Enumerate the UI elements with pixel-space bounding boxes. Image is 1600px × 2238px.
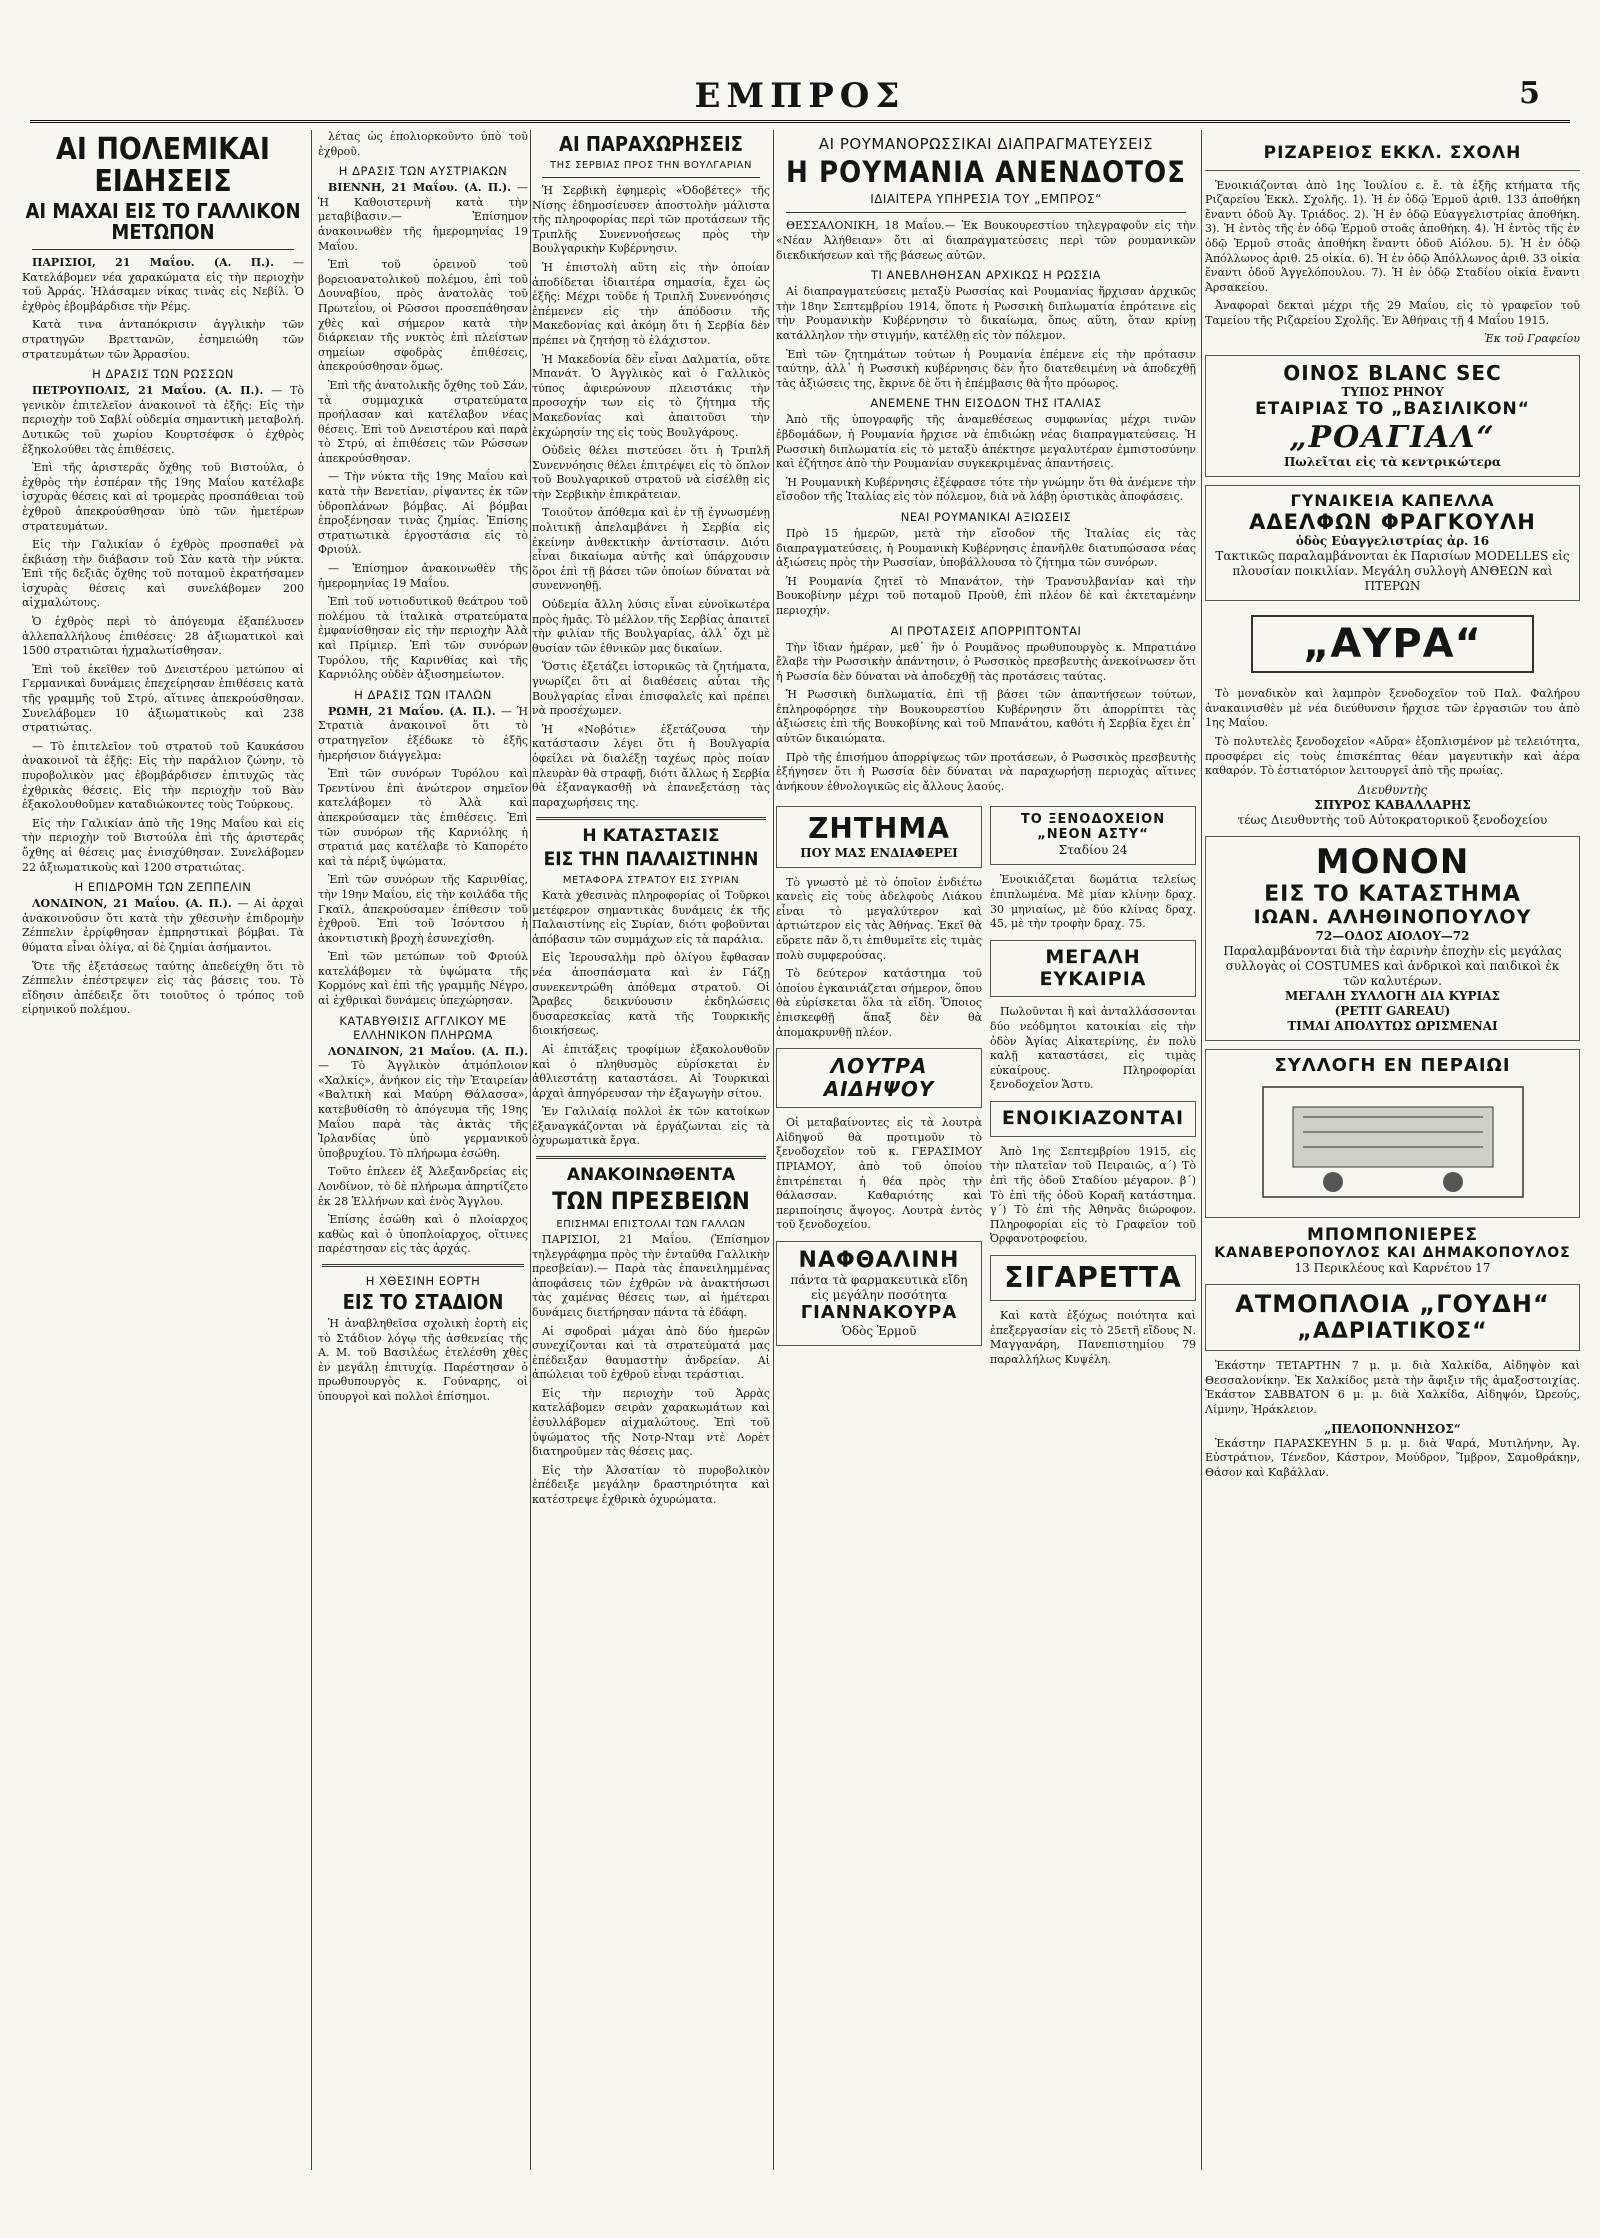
masthead — [30, 76, 1570, 124]
ad-title: ΖΗΤΗΜΑ — [808, 812, 950, 846]
article-text: Ἐπὶ τοῦ νοτιοδυτικοῦ θεάτρου τοῦ πολέμου τὰ ἰταλικὰ στρατεύματα ἐμφανίσθησαν εἰς τὴν περιοχὴν Ἀλὰ καὶ Πρίμιερ. Ἐπὶ τῶν συνόρων Τυρόλου, τῆς Καρινθίας καὶ τῆς Καρνιόλης οὐδὲν ἀξιοσημείωτον. — [318, 595, 528, 682]
ad-atmoploia-goudi — [1205, 1284, 1580, 1351]
ad-subtitle: ΤΥΠΟΣ ΡΗΝΟΥ — [1341, 385, 1444, 400]
article-text: Ὅτε τῆς ἐξετάσεως ταύτης ἀπεδείχθη ὅτι τὸ Ζέππελιν ἐπέστρεψεν εἰς τὰς βάσεις του. Τὸ εἴδησιν ἀπέδειξε ὅτι τοιοῦτος ὁ τρόπος τοῦ εἰρηνικοῦ πολέμου. — [22, 959, 304, 1017]
article-text: Τοῦτο ἐπλεεν ἐξ Ἀλεξανδρείας εἰς Λονδίνον, τὸ δὲ πλήρωμα ἀπηρτίζετο ἐκ 28 Ἑλλήνων καὶ ἑνὸς Ἄγγλου. — [318, 1165, 528, 1208]
article-text: Ἡ ἀναβληθεῖσα σχολικὴ ἑορτὴ εἰς τὸ Στάδιον λόγῳ τῆς ἀσθενείας τῆς Α. Μ. τοῦ Βασιλέως ἐτελέσθη χθὲς ἐν μεγάλῃ ἐπιτυχίᾳ. Παρέστησαν ὁ πρωθυπουργὸς κ. Γούναρης, οἱ ὑπουργοὶ καὶ πολλοὶ ἐπίσημοι. — [318, 1316, 528, 1403]
section-heading: ΑΙ ΡΟΥΜΑΝΟΡΩΣΣΙΚΑΙ ΔΙΑΠΡΑΓΜΑΤΕΥΣΕΙΣ — [818, 135, 1154, 153]
ad-subtitle: ΠΟΥ ΜΑΣ ΕΝΔΙΑΦΕΡΕΙ — [800, 845, 958, 860]
ad-title: ΟΙΝΟΣ BLANC SEC — [1283, 361, 1502, 386]
ad-oinos-blanc-sec — [1205, 355, 1580, 477]
article-text: λέτας ὡς ἐπολιορκοῦντο ὑπὸ τοῦ ἐχθροῦ. — [318, 130, 528, 158]
article-text: Πρὸ 15 ἡμερῶν, μετὰ τὴν εἴσοδον τῆς Ἰταλίας εἰς τὰς διαπραγματεύσεις, ἡ Ρουμανικὴ Κυβέρνησις ἐπανῆλθε διατυπώσασα νέας ἀξιώσεις πρὸς τὴν Ρωσσίαν, ὑποβάλλουσα τὸ ζήτημα τῶν συνόρων. — [776, 526, 1196, 570]
ad-address: ὁδὸς Εὐαγγελιστρίας ἀρ. 16 — [1295, 534, 1490, 549]
section-heading: ΚΑΤΑΒΥΘΙΣΙΣ ΑΓΓΛΙΚΟΥ ΜΕ ΕΛΛΗΝΙΚΟΝ ΠΛΗΡΩΜΑ — [339, 1013, 507, 1042]
ad-line: (PETIT GAREAU) — [1334, 1003, 1451, 1018]
ad-bomboniere-illustrated — [1205, 1049, 1580, 1218]
article-text: Ἐπὶ τῆς ἀριστερᾶς ὄχθης τοῦ Βιστούλα, ὁ ἐχθρὸς τὴν ἐσπέραν τῆς 19ης Μαΐου κατέλαβε ἰσχυρὰς θέσεις καὶ αἱ τρομερὰς προσπάθειαι τοῦ ἐχθροῦ ἀπεκρούσθησαν ὑπὸ τῶν ἡμετέρων στρατευμάτων. — [22, 461, 304, 533]
section-heading: Η ΔΡΑΣΙΣ ΤΩΝ ΡΩΣΣΩΝ — [92, 367, 234, 382]
ad-company: ΚΑΝΑΒΕΡΟΠΟΥΛΟΣ ΚΑΙ ΔΗΜΑΚΟΠΟΥΛΟΣ — [1214, 1245, 1571, 1262]
ad-subtitle: ΕΙΣ ΤΟ ΚΑΤΑΣΤΗΜΑ — [1264, 881, 1521, 907]
article-text: Ὁ ἐχθρὸς περὶ τὸ ἀπόγευμα ἐξαπέλυσεν ἀλλεπαλλήλους ἐπιθέσεις· 28 ἀξιωματικοὶ καὶ 1500 στρατιῶται ἠχμαλωτίσθησαν. — [22, 615, 304, 658]
headline-palestine: ΕΙΣ ΤΗΝ ΠΑΛΑΙΣΤΙΝΗΝ — [543, 848, 759, 871]
ad-company: ΕΤΑΙΡΙΑΣ ΤΟ „ΒΑΣΙΛΙΚΟΝ“ — [1255, 399, 1530, 420]
ad-address: Σταδίου 24 — [1058, 843, 1128, 858]
ad-text: Ἀναφοραὶ δεκταὶ μέχρι τῆς 29 Μαΐου, εἰς τὸ γραφεῖον τοῦ Ταμείου τῆς Ριζαρείου Σχολῆς. Ἐν Ἀθήναις τῇ 4 Μαΐου 1915. — [1205, 299, 1580, 327]
ads-left — [776, 798, 982, 1371]
column-divider — [311, 130, 312, 2170]
divider — [786, 212, 1186, 213]
ads-row — [776, 798, 1196, 1371]
article-text: Ἡ Ρουμανικὴ Κυβέρνησις ἐξέφρασε τότε τὴν γνώμην ὅτι θὰ ἀνέμενε τὴν εἴσοδον τῆς Ἰταλίας εἰς τὸν πόλεμον, διὰ νὰ λάβῃ ὁριστικὰς ἀποφάσεις. — [776, 475, 1196, 504]
article-text: Ὅστις ἐξετάζει ἱστορικῶς τὰ ζητήματα, γνωρίζει ὅτι αἱ διαθέσεις αὗται τῆς Βουλγαρίας εἶναι ἐπισφαλεῖς καὶ πρέπει νὰ προσέχωμεν. — [532, 660, 770, 718]
section-heading: ΑΝΑΚΟΙΝΩΘΕΝΤΑ — [566, 1165, 736, 1186]
ad-text: Καὶ κατὰ ἐξόχως ποιότητα καὶ ἐπεξεργασίαν εἰς τὸ 25ετῆ εἴδους Ν. Μαγγανάρη, Πανεπιστημίου 79 παραλλήλως Κυψέλη. — [990, 1309, 1196, 1366]
divider — [536, 817, 766, 820]
article-text: ΡΩΜΗ, 21 Μαΐου. (Α. Π.). — Ἡ Στρατιὰ ἀνακοινοῖ ὅτι τὸ στρατηγεῖον ἐξέδωκε τὸ ἑξῆς ἡμερήσιον διάγγελμα: — [318, 704, 528, 762]
column-war-news — [22, 130, 304, 2170]
section-heading: Η ΕΠΙΔΡΟΜΗ ΤΩΝ ΖΕΠΠΕΛΙΝ — [74, 880, 252, 895]
article-text: Ἐν Γαλιλαίᾳ πολλοὶ ἐκ τῶν κατοίκων ἐξαναγκάζονται νὰ ἐργάζωνται εἰς τὰ ὀχυρωματικὰ ἔργα. — [532, 1105, 770, 1148]
ad-megali-eukairia — [990, 940, 1196, 998]
ad-text: Τὸ γνωστὸ μὲ τὸ ὁποῖον ἐνδιέτω κανεὶς εἰς τοὺς ἀδελφοὺς Λιάκου εἶναι τὸ μεγαλύτερον καὶ ἀρτιώτερον εἰς τὰς Ἀθήνας. Ἐκεῖ θὰ εὕρετε πᾶν ὅ,τι ἐπιθυμεῖτε εἰς τιμὰς πολὺ συμφερούσας. — [776, 875, 982, 962]
article-text: ΘΕΣΣΑΛΟΝΙΚΗ, 18 Μαΐου.— Ἐκ Βουκουρεστίου τηλεγραφοῦν εἰς τὴν «Νέαν Ἀλήθειαν» ὅτι αἱ διαπραγματεύσεις περὶ τῶν ρουμανικῶν διεκδικήσεων καὶ τῆς βάσεως αὐτῶν. — [776, 219, 1196, 262]
article-text: Οὐδεμία ἄλλη λύσις εἶναι εὐνοϊκωτέρα πρὸς ἡμᾶς. Τὸ μέλλον τῆς Σερβίας ἀπαιτεῖ τὴν φιλίαν τῆς Βουλγαρίας, ἀλλ᾽ ὄχι μὲ θυσίαν τῶν ἐθνικῶν μας δικαίων. — [532, 598, 770, 655]
ad-monon — [1205, 836, 1580, 1041]
article-text: Ἐπὶ τῶν συνόρων τῆς Καρινθίας, τὴν 19ην Μαΐου, εἰς τὴν κοιλάδα τῆς Γκαϊλ, ἀπεκρούσαμεν ἐπίθεσιν τοῦ ἐχθροῦ. Ἐπὶ τοῦ Ἰσόντσου ἡ ἀκοντιστικὴ βροχὴ ἐσυνεχίσθη. — [318, 873, 528, 945]
ad-title: ΛΟΥΤΡΑ ΑΙΔΗΨΟΥ — [823, 1054, 935, 1102]
article-text: Αἱ διαπραγματεύσεις μεταξὺ Ρωσσίας καὶ Ρουμανίας ἤρχισαν ἀρχικῶς τὴν 18ην Σεπτεμβρίου 1914, ὅποτε ἡ Ρωσσικὴ διπλωματία ἐπρότεινε εἰς τὴν Ρουμανικὴν Κυβέρνησιν τὸ δικαίωμα, ὅπως αὕτη, ὅταν κρίνῃ κατάλληλον τὴν στιγμήν, κατέλθῃ εἰς τὸν πόλεμον. — [776, 285, 1196, 342]
article-text: Αἱ ἐπιτάξεις τροφίμων ἐξακολουθοῦν καὶ ὁ πληθυσμὸς εὑρίσκεται ἐν ἀθλιεστάτῃ καταστάσει. Αἱ Τουρκικαὶ ἀρχαὶ ἀπηγόρευσαν τὴν ἐξαγωγὴν σίτου. — [532, 1042, 770, 1100]
article-text: Οὐδεὶς θέλει πιστεύσει ὅτι ἡ Τριπλῆ Συνεννόησις θέλει ἐπιτρέψει εἰς τὸ ὅπλον τοῦ Βουλγαρικοῦ στρατοῦ νὰ εἰσέλθῃ εἰς τὴν Σερβικὴν ἐπικράτειαν. — [532, 444, 770, 501]
ad-zitima — [776, 806, 982, 867]
article-text: Ἡ «Νοβότιε» ἐξετάζουσα τὴν κατάστασιν λέγει ὅτι ἡ Βουλγαρία ὀφείλει νὰ διαλέξῃ ταχέως πρὸς ποίαν πλευρὰν θὰ στραφῇ, διότι ἄλλως ἡ Σερβία θὰ ἐξαναγκασθῇ νὰ ἐπανεξετάσῃ τὰς παραχωρήσεις της. — [532, 722, 770, 809]
ad-text: Ἀπὸ 1ης Σεπτεμβρίου 1915, εἰς τὴν πλατεῖαν τοῦ Πειραιῶς, α΄) Τὸ ἐπὶ τῆς ὁδοῦ Σταδίου μέγαρον. β΄) Τὸ ἐπὶ τῆς ὁδοῦ Κοραῆ κατάστημα. γ΄) Τὸ ἐπὶ τῆς Ἀθηνᾶς διώροφον. Πληροφορίαι εἰς τὸ Γραφεῖον τοῦ Ὀρφανοτροφείου. — [990, 1144, 1196, 1246]
ad-text: Πωλοῦνται ἢ καὶ ἀνταλλάσσονται δύο νεόδμητοι κατοικίαι εἰς τὴν ὁδὸν Ἀγίας Αἰκατερίνης, ἐν πολὺ καλῇ καταστάσει, εἰς τιμὰς εὐκαίρους. Πληροφορίαι ξενοδοχεῖον Ἄστυ. — [990, 1005, 1196, 1092]
ad-loutra — [776, 1048, 982, 1108]
article-text: Ἡ Ρουμανία ζητεῖ τὸ Μπανάτον, τὴν Τρανσυλβανίαν καὶ τὴν Βουκοβίνην μέχρι τοῦ ποταμοῦ Προὺθ, ἐπὶ πλέον δὲ καὶ ἐκτεταμένην περιοχήν. — [776, 574, 1196, 617]
article-text: — Τὸ ἐπιτελεῖον τοῦ στρατοῦ τοῦ Καυκάσου ἀνακοινοῖ τὰ ἑξῆς: Εἰς τὴν παράλιον ζώνην, τὸ πυροβολικὸν μας ἐβομβάρδισεν ἐπιτυχῶς τὰς ἐχθρικὰς θέσεις. Εἰς τὴν περιοχὴν τοῦ Βὰν ἐξακολουθοῦμεν καταδιώκοντες τοὺς Τούρκους. — [22, 739, 304, 812]
service-line: ΙΔΙΑΙΤΕΡΑ ΥΠΗΡΕΣΙΑ ΤΟΥ „ΕΜΠΡΟΣ“ — [870, 192, 1102, 207]
article-text: ΒΙΕΝΝΗ, 21 Μαΐου. (Α. Π.). — Ἡ Καθοιστερινὴ κατὰ τὴν μεταβίβασιν.— Ἐπίσημον ἀνακοινωθὲν τῆς ἡμερομηνίας 19 Μαΐου. — [318, 181, 528, 253]
ad-text: Πωλεῖται εἰς τὰ κεντρικώτερα — [1283, 454, 1502, 469]
article-text: Ἐπὶ τῶν μετώπων τοῦ Φριούλ κατελάβομεν τὰ ὑψώματα τῆς Κορμόνς καὶ ἐπὶ τῆς γραμμῆς Νέγρο, αἱ ἐχθρικαὶ δυνάμεις ὑπεχώρησαν. — [318, 950, 528, 1008]
headline-stadium: ΕΙΣ ΤΟ ΣΤΑΔΙΟΝ — [342, 1289, 504, 1314]
section-heading: ΑΝΕΜΕΝΕ ΤΗΝ ΕΙΣΟΔΟΝ ΤΗΣ ΙΤΑΛΙΑΣ — [870, 396, 1102, 411]
ad-subtitle: „ΑΔΡΙΑΤΙΚΟΣ“ — [1297, 1318, 1488, 1344]
article-text: Ἀπὸ τῆς ὑπογραφῆς τῆς ἀναμεθέσεως συμφωνίας μέχρι τινῶν ἑβδομάδων, ἡ Ρουμανία ἤρχισε νὰ ἐπιδιώκῃ νέας διαπραγματεύσεις. Ἡ Ρωσσικὴ διπλωματία εἰς τὸ μεταξὺ ἀπέκτησε μεγαλυτέραν ἐμπιστοσύνην καὶ ἐζήτησε ἀπὸ τὴν Ρουμανίαν συγκεκριμένας ἀπαντήσεις. — [776, 413, 1196, 471]
article-text: Τοιοῦτον ἀπόθεμα καὶ ἐν τῇ ἐγνωσμένῃ πολιτικῇ ἀπελαμβάνει ἡ Σερβία εἰς ἐκείνην ἀνθεκτικὴν ἀντίστασιν. Διότι εἶναι δικαίωμα αὐτῆς καὶ ὑπάρχουσιν ὅροι ἐπὶ τῇ βάσει τῶν ὁποίων δύναται νὰ συνεννοηθῇ. — [532, 506, 770, 593]
ad-prices: ΤΙΜΑΙ ΑΠΟΛΥΤΩΣ ΩΡΙΣΜΕΝΑΙ — [1287, 1018, 1498, 1033]
page-number: 5 — [1519, 76, 1540, 111]
article-text: Κατὰ χθεσινὰς πληροφορίας οἱ Τοῦρκοι μετέφερον σημαντικὰς δυνάμεις ἐκ τῆς Παλαιστίνης εἰς Συρίαν, διότι φοβοῦνται ἀπόβασιν τῶν συμμάχων εἰς τὰ παράλια. — [532, 888, 770, 946]
article-text: Ἐπὶ τῆς ἀνατολικῆς ὄχθης τοῦ Σάν, τὰ συμμαχικὰ στρατεύματα προήλασαν καὶ κατέλαβον νέας θέσεις. Ἐπὶ τοῦ Δνειστέρου καὶ παρὰ τὸ Στρύ, αἱ ἐπιθέσεις τῶν Ρώσσων ἀπεκρούσθησαν. — [318, 378, 528, 465]
ad-title: ΜΟΝΟΝ — [1315, 841, 1470, 882]
headline-embassies: ΤΩΝ ΠΡΕΣΒΕΙΩΝ — [552, 1186, 750, 1215]
article-text: Ἡ Ρωσσικὴ διπλωματία, ἐπὶ τῇ βάσει τῶν ἀπαντήσεων τούτων, ἐπληροφόρησε τὴν Βουκουρεστίου Κυβέρνησιν ὅτι ἀπορρίπτει τὰς ἀξιώσεις ἐπὶ τῆς Βουκοβίνης καὶ τοῦ Μπανάτου, καθότι ἡ Σερβία ἔχει ἐπ᾽ αὐτῶν δικαιώματα. — [776, 688, 1196, 746]
section-heading: Η ΚΑΤΑΣΤΑΣΙΣ — [582, 826, 720, 847]
ad-text: Παραλαμβάνονται διὰ τὴν ἐαρινὴν ἐποχὴν εἰς μεγάλας συλλογὰς οἱ COSTUMES καὶ ἀνδρικοὶ καὶ παιδικοὶ ἐκ τῶν καλυτέρων. — [1223, 943, 1562, 988]
ad-director-name: ΣΠΥΡΟΣ ΚΑΒΑΛΛΑΡΗΣ — [1314, 797, 1471, 812]
column-austrian-italian — [318, 130, 528, 2170]
ad-title: „ΑΥΡΑ“ — [1251, 615, 1534, 673]
subheadline-serbia: ΤΗΣ ΣΕΡΒΙΑΣ ΠΡΟΣ ΤΗΝ ΒΟΥΛΓΑΡΙΑΝ — [549, 160, 753, 171]
column-divider — [1201, 130, 1202, 2170]
section-heading: ΤΙ ΑΝΕΒΛΗΘΗΣΑΝ ΑΡΧΙΚΩΣ Η ΡΩΣΣΙΑ — [871, 268, 1101, 283]
ad-address: Ὁδὸς Ἑρμοῦ — [841, 1323, 917, 1338]
article-text: — Ἐπίσημον ἀνακοινωθὲν τῆς ἡμερομηνίας 19 Μαΐου. — [318, 562, 528, 590]
article-text: ΠΑΡΙΣΙΟΙ, 21 Μαΐου. (Ἐπίσημον τηλεγράφημα πρὸς τὴν ἐνταῦθα Γαλλικὴν πρεσβείαν).— Παρὰ τὰς ἐπανειλημμένας ἀποφάσεις τῶν ἐχθρῶν νὰ ἀνακτήσωσι τὰς χαμένας θέσεις των, αἱ ἡμέτεραι δυνάμεις διετήρησαν πάντα τὰ ἐδάφη. — [532, 1232, 770, 1319]
ad-line: ΜΕΓΑΛΗ ΣΥΛΛΟΓΗ ΔΙΑ ΚΥΡΙΑΣ — [1284, 988, 1501, 1003]
article-text: Ἐπὶ τοῦ ἐκεῖθεν τοῦ Δνειστέρου μετώπου αἱ Γερμανικαὶ δυνάμεις ἐπεχείρησαν ἐπιθέσεις κατὰ τῆς γραμμῆς τοῦ Στρύ, αἵτινες ἀπεκρούσθησαν. Συνελάβομεν 10 ἀξιωματικοὺς καὶ 238 στρατιώτας. — [22, 662, 304, 735]
section-heading: Η ΔΡΑΣΙΣ ΤΩΝ ΙΤΑΛΩΝ — [354, 687, 492, 702]
ad-text: Οἱ μεταβαίνοντες εἰς τὰ λουτρὰ Αἰδηψοῦ θὰ προτιμοῦν τὸ ξενοδοχεῖον τοῦ κ. ΓΕΡΑΣΙΜΟΥ ΠΡΙΑΜΟΥ, ἀπὸ τοῦ ὁποίου ἐπιτρέπεται ἡ θέα πρὸς τὴν θάλασσαν. Καθαριότης καὶ περιποίησις ἄψογος. Λουτρὰ ἐντὸς τοῦ ξενοδοχείου. — [776, 1116, 982, 1232]
article-text: Τὴν ἴδιαν ἡμέραν, μεθ᾽ ἣν ὁ Ρουμᾶνος πρωθυπουργὸς κ. Μπρατιάνο ἔλαβε τὴν Ρωσσικὴν ἀπάντησιν, ὁ Ρωσσικὸς πρεσβευτὴς ἀνεκοίνωσεν ὅτι ἡ Ρωσσία δὲν δύναται νὰ ἀποδεχθῇ τὰς προτάσεις ταύτας. — [776, 640, 1196, 683]
ad-title: ΤΟ ΞΕΝΟΔΟΧΕΙΟΝ „ΝΕΟΝ ΑΣΤΥ“ — [1020, 812, 1166, 843]
ad-brand: „ΡΟΑΓΙΑΛ“ — [1289, 419, 1496, 455]
section-heading: Η ΔΡΑΣΙΣ ΤΩΝ ΑΥΣΤΡΙΑΚΩΝ — [338, 164, 508, 179]
column-divider — [530, 130, 531, 2170]
article-text: — Τὴν νύκτα τῆς 19ης Μαΐου καὶ κατὰ τὴν Βενετίαν, ρίψαντες ἐκ τῶν ὑδροπλάνων βόμβας. Αἱ βόμβαι ἐπροξένησαν τινὰς ζημίας. Ἐπίσης στρατιωτικὰ ἐργοστάσια εἰς τὸ Φριούλ. — [318, 470, 528, 557]
article-text: ΛΟΝΔΙΝΟΝ, 21 Μαΐου. (Α. Π.). — Αἱ ἀρχαὶ ἀνακοινοῦσιν ὅτι κατὰ τὴν χθεσινὴν ἐπιδρομὴν Ζέππελιν ἐρρίφθησαν ἐμπρηστικαὶ βόμβαι. Τὰ θύματα εἶναι ὀλίγα, αἱ δὲ ζημίαι ἀσήμαντοι. — [22, 897, 304, 954]
divider — [542, 177, 760, 178]
ad-title: ΓΥΝΑΙΚΕΙΑ ΚΑΠΕΛΛΑ — [1290, 490, 1495, 510]
column-divider — [773, 130, 774, 2170]
article-text: ΛΟΝΔΙΝΟΝ, 21 Μαΐου. (Α. Π.). — Τὸ Ἀγγλικὸν ἀτμόπλοιον «Χαλκίς», ἀνήκον εἰς τὴν Ἑταιρείαν «Βαλτικὴ καὶ Μαύρη Θάλασσα», κατεβυθίσθη τὸ ἀπόγευμα τῆς 19ης Μαΐου παρὰ τὰς ἀκτὰς τῆς Ἰρλανδίας ὑπὸ γερμανικοῦ ὑποβρυχίου. Τὸ πλήρωμα ἐσώθη. — [318, 1044, 528, 1160]
bomboniere-illustration-icon — [1233, 1077, 1553, 1207]
article-text: Κατὰ τινα ἀνταπόκρισιν ἀγγλικὴν τῶν στρατηγῶν Βρεττανῶν, ἐσημειώθη τῶν στρατευμάτων τῶν Ἀρρασίου. — [22, 318, 304, 361]
headline-concessions: ΑΙ ΠΑΡΑΧΩΡΗΣΕΙΣ — [559, 132, 743, 156]
masthead-title: ΕΜΠΡΟΣ — [694, 76, 906, 116]
ad-ship-name: „ΠΕΛΟΠΟΝΝΗΣΟΣ“ — [1324, 1421, 1461, 1436]
ad-neon-asty — [990, 806, 1196, 865]
article-text: Ἡ Μακεδονία δὲν εἶναι Δαλματία, οὔτε Μπανάτ. Ὁ Ἀγγλικὸς καὶ ὁ Γαλλικὸς τύπος ἀφιερώνουν πλειστάκις τὴν προσοχήν των εἰς τὸ ζήτημα τῆς Μακεδονίας καὶ ἀπαιτοῦσι τὴν ἐκχώρησίν της εἰς τοὺς Βουλγάρους. — [532, 352, 770, 439]
ad-title: ΑΤΜΟΠΛΟΙΑ „ΓΟΥΔΗ“ — [1235, 1290, 1550, 1319]
subheadline-french: ΕΠΙΣΗΜΑΙ ΕΠΙΣΤΟΛΑΙ ΤΩΝ ΓΑΛΛΩΝ — [556, 1218, 746, 1230]
ad-address: 13 Περικλέους καὶ Καρνέτου 17 — [1294, 1261, 1491, 1276]
ad-name: ΑΔΕΛΦΩΝ ΦΡΑΓΚΟΥΛΗ — [1249, 510, 1536, 535]
article-text: Εἰς τὴν Γαλικίαν ὁ ἐχθρὸς προσπαθεῖ νὰ ἐκβιάσῃ τὴν διάβασιν τοῦ Σὰν κατὰ τὴν νύκτα. Ἐπὶ τῆς δεξιᾶς ὄχθης τοῦ ποταμοῦ ἐκρατήσαμεν ἰσχυρὰς θέσεις καὶ συνελάβομεν 200 αἰχμαλώτους. — [22, 538, 304, 610]
divider — [322, 1264, 524, 1267]
article-text: Ἐπὶ τῶν συνόρων Τυρόλου καὶ Τρεντίνου ἐπὶ ἀνώτερον σημεῖον κατελάβομεν τὸ Ἀλὰ καὶ ἀπεκρούσαμεν τὰς ἐπιθέσεις. Ἐπὶ τῶν συνόρων τῆς Καρνιόλης ἡ στρατιά μας κατέλαβε τὸ Καπορέτο καὶ τὰ πέριξ ὑψώματα. — [318, 767, 528, 868]
ad-avra — [1205, 609, 1580, 679]
article-text: Αἱ σφοδραὶ μάχαι ἀπὸ δύο ἡμερῶν συνεχίζονται καὶ τὰ στρατεύματά μας ἐπέδειξαν θαυμαστὴν ἀνδρείαν. Αἱ ἀπώλειαι τοῦ ἐχθροῦ εἶναι τεράστιαι. — [532, 1324, 770, 1382]
headline-romania: Η ΡΟΥΜΑΝΙΑ ΑΝΕΝΔΟΤΟΣ — [786, 155, 1186, 189]
ad-text: πάντα τὰ φαρμακευτικὰ εἴδη εἰς μεγάλην ποσότητα — [790, 1273, 968, 1303]
ad-enoikiazontai — [990, 1101, 1196, 1137]
ad-kapella — [1205, 485, 1580, 602]
headline-war-news: ΑΙ ΠΟΛΕΜΙΚΑΙ ΕΙΔΗΣΕΙΣ — [56, 132, 270, 199]
ad-text: Ἐνοικιάζονται ἀπὸ 1ης Ἰουλίου ε. ἔ. τὰ ἑξῆς κτήματα τῆς Ριζαρείου Ἐκκλ. Σχολῆς. 1). Ἡ ἐν ὁδῷ Ἑρμοῦ ἀριθ. 133 ἀποθήκη ἔναντι ὁδοῦ Ἀγ. Τριάδος. 2). Ἡ ἐν ὁδῷ Εὐαγγελιστρίας ἀποθήκη. 3). Ἡ ἐντὸς τῆς ἐν ὁδῷ Ἑρμοῦ στοᾶς ἀποθήκη. 4). Ἡ ἐντὸς τῆς ἐν ὁδῷ Ἑρμοῦ στοᾶς ἀποθήκη ἔναντι ὁδοῦ Αἰόλου. 5). Ἡ ἐν ὁδῷ Ἀπόλλωνος ἀριθ. 25 οἰκία. 6). Ἡ ἐν ὁδῷ Ἀπόλλωνος ἀριθ. 33 οἰκία ἔναντι ὁδοῦ Ἀγγελόπουλου. 7). Ἡ ἐν ὁδῷ Σταδίου οἰκία ἔναντι Ἀρσακείου. — [1205, 178, 1580, 294]
ad-name: ΓΙΑΝΝΑΚΟΥΡΑ — [800, 1302, 958, 1324]
subheadline-syria: ΜΕΤΑΦΟΡΑ ΣΤΡΑΤΟΥ ΕΙΣ ΣΥΡΙΑΝ — [562, 874, 740, 886]
ad-text: Τὸ μοναδικὸν καὶ λαμπρὸν ξενοδοχεῖον τοῦ Παλ. Φαλήρου ἀνακαινισθὲν μὲ νέα διεύθυνσιν ἤρχισε τῶν ἐργασιῶν του ἀπὸ 1ης Μαΐου. — [1205, 687, 1580, 730]
ad-text: Ἐνοικιάζεται δωμάτια τελείως ἐπιπλωμένα. Μὲ μίαν κλίνην δραχ. 30 μηνιαίως, μὲ δύο κλίνας δραχ. 45, μὲ τὴν τροφὴν δραχ. 75. — [990, 873, 1196, 931]
article-text: Ἡ ἐπιστολὴ αὕτη εἰς τὴν ὁποίαν ἀποδίδεται ἰδιαιτέρα σημασία, ἔχει ὡς ἑξῆς: Μέχρι τοῦδε ἡ Τριπλῆ Συνεννόησις ἐπέμενεν εἰς τὴν ἀπόδοσιν τῆς Μακεδονίας καὶ ἀκόμη ὅτι ἡ Σερβία δὲν πρέπει νὰ ζητήσῃ τὸ ἐλάχιστον. — [532, 260, 770, 347]
ad-title: ΝΑΦΘΑΛΙΝΗ — [798, 1247, 960, 1273]
masthead-rule — [30, 120, 1570, 123]
ad-title: ΡΙΖΑΡΕΙΟΣ ΕΚΚΛ. ΣΧΟΛΗ — [1263, 143, 1522, 163]
divider — [32, 249, 294, 250]
article-text: ΠΑΡΙΣΙΟΙ, 21 Μαΐου. (Α. Π.). — Κατελάβομεν νέα χαρακώματα εἰς τὴν περιοχὴν τοῦ Ἀρράς. Ἠλάσαμεν νίκας τινὰς εἰς Νεβίλ. Ὁ ἐχθρὸς ἐβομβάρδισε τὴν Ρέμς. — [22, 256, 304, 313]
ad-name: ΙΩΑΝ. ΑΛΗΘΙΝΟΠΟΥΛΟΥ — [1253, 906, 1532, 929]
ad-text: Τὸ δεύτερον κατάστημα τοῦ ὁποίου ἐγκαινιάζεται σήμερον, ὅπου θὰ εὑρίσκεται ὅλα τὰ εἴδη. Ὅποιος ἐπισκεφθῇ ἅπαξ δὲν θὰ ἀπομακρυνθῇ πλέον. — [776, 967, 982, 1039]
ad-director-note: τέως Διευθυντὴς τοῦ Αὐτοκρατορικοῦ ξενοδοχείου — [1237, 812, 1548, 827]
ad-text: Τακτικῶς παραλαμβάνονται ἐκ Παρισίων MODELLES εἰς πλουσίαν ποικιλίαν. Μεγάλη συλλογὴ ΑΝΘΕΩΝ καὶ ΠΤΕΡΩΝ — [1215, 549, 1570, 594]
ad-rizareios — [1205, 138, 1580, 171]
article-text: Ἐπὶ τῶν ζητημάτων τούτων ἡ Ρουμανία ἐπέμενε εἰς τὴν πρότασιν ταύτην, ἀλλ᾽ ἡ Ρωσσικὴ κυβέρνησις δὲν ἦτο διατεθειμένη νὰ ἀποδεχθῇ τὰς ἀξιώσεις της, ἔκρινε δὲ ὅτι ἡ ἐπέμβασις θὰ ἦτο πρόωρος. — [776, 347, 1196, 390]
ad-sigaretta — [990, 1255, 1196, 1301]
article-text: Εἰς τὴν Ἀλσατίαν τὸ πυροβολικὸν ἐπέδειξε μεγάλην δραστηριότητα καὶ κατέστρεψε ἐχθρικὰ ὀχυρώματα. — [532, 1463, 770, 1507]
ad-company: ΜΠΟΜΠΟΝΙΕΡΕΣ — [1306, 1224, 1479, 1245]
article-text: ΠΕΤΡΟΥΠΟΛΙΣ, 21 Μαΐου. (Α. Π.). — Τὸ γενικὸν ἐπιτελεῖον ἀνακοινοῖ τὰ ἑξῆς: Εἰς τὴν περιοχὴν τοῦ Σαβλί οὐδεμία σημαντικὴ μεταβολή. Δυτικῶς τοῦ χωρίου Κουρτσέφσκ ὁ ἐχθρὸς ἐξηκολούθει τὰς ἐπιθέσεις. — [22, 384, 304, 456]
ads-right — [990, 798, 1196, 1371]
article-text: Ἡ Σερβικὴ ἐφημερὶς «Ὀδοβέτες» τῆς Νίσης ἐδημοσίευσεν ἀποστολὴν μάλιστα τῆς πληροφορίας περὶ τῶν προτάσεων τῆς Τριπλῆς Συνεννοήσεως πρὸς τὴν Βουλγαρικὴν Κυβέρνησιν. — [532, 184, 770, 256]
section-heading: ΑΙ ΠΡΟΤΑΣΕΙΣ ΑΠΟΡΡΙΠΤΟΝΤΑΙ — [890, 623, 1082, 638]
ad-text: Ἐκάστην ΠΑΡΑΣΚΕΥΗΝ 5 μ. μ. διὰ Ψαρά, Μυτιλήνην, Ἀγ. Εὐστράτιον, Τένεδον, Κάστρον, Μούδρον, Ἴμβρον, Σαμοθράκην, Θάσον καὶ Καβάλλαν. — [1205, 1436, 1580, 1479]
ad-signature: Ἐκ τοῦ Γραφείου — [1484, 332, 1580, 346]
ad-title: ΜΕΓΑΛΗ ΕΥΚΑΙΡΙΑ — [1039, 945, 1147, 990]
section-heading: Η ΧΘΕΣΙΝΗ ΕΟΡΤΗ — [365, 1273, 481, 1288]
column-ads — [1205, 130, 1580, 2170]
article-text: Εἰς Ἱερουσαλὴμ πρὸ ὀλίγου ἔφθασαν νέα ἀποσπάσματα καὶ ἐν Γάζῃ συνεκεντρώθη ἀπόθεμα στρατοῦ. Οἱ Ἄραβες δεικνύουσιν ἐκδηλώσεις δυσαρεσκείας κατὰ τῆς Τουρκικῆς διοικήσεως. — [532, 951, 770, 1038]
article-text: Πρὸ τῆς ἐπισήμου ἀπορρίψεως τῶν προτάσεων, ὁ Ρωσσικὸς πρεσβευτὴς ἐξήγησεν ὅτι ἡ Ρωσσία δὲν δύναται νὰ παραχωρήσῃ περιοχὰς αἵτινες ἀνήκουν ἐθνολογικῶς εἰς ἄλλους λαούς. — [776, 750, 1196, 793]
ad-text: Ἐκάστην ΤΕΤΑΡΤΗΝ 7 μ. μ. διὰ Χαλκίδα, Αἰδηψὸν καὶ Θεσσαλονίκην. Ἐκ Χαλκίδος μετὰ τὴν ἄφιξιν τῆς ἁμαξοστοιχίας. Ἐκάστον ΣΑΒΒΑΤΟΝ 6 μ. μ. διὰ Χαλκίδα, Αἰδηψόν, Ὠρεούς, Λίμνην, Ἠράκλειον. — [1205, 1359, 1580, 1416]
ad-title: ΕΝΟΙΚΙΑΖΟΝΤΑΙ — [1001, 1106, 1185, 1129]
subheadline-french-front: ΑΙ ΜΑΧΑΙ ΕΙΣ ΤΟ ΓΑΛΛΙΚΟΝ ΜΕΤΩΠΟΝ — [25, 199, 301, 244]
section-heading: ΝΕΑΙ ΡΟΥΜΑΝΙΚΑΙ ΑΞΙΩΣΕΙΣ — [900, 509, 1072, 524]
article-text: Εἰς τὴν περιοχὴν τοῦ Ἀρρὰς κατελάβομεν σειρὰν χαρακωμάτων καὶ ἐσυλλάβομεν αἰχμαλώτους. Ἐπὶ τοῦ ὑψώματος τῆς Νοτρ-Νταμ ντὲ Λορὲτ διατηροῦμεν τὰς θέσεις μας. — [532, 1386, 770, 1459]
article-text: Ἐπὶ τοῦ ὀρεινοῦ τοῦ βορειοανατολικοῦ πολέμου, ἐπὶ τοῦ Δουναβίου, πρὸς ἀνατολὰς τοῦ Πρωτεΐου, οἱ Ρῶσσοι προσεπάθησαν χθὲς καὶ σήμερον κατὰ τὴν διάρκειαν τῆς νυκτὸς ἐπὶ πλείστων σημείων σφοδρὰς ἐπιθέσεις, ἀπεκρούσθησαν ὅμως. — [318, 258, 528, 374]
divider — [536, 1156, 766, 1159]
column-romania — [776, 130, 1196, 2170]
column-concessions — [532, 130, 770, 2170]
ad-title: ΣΙΓΑΡΕΤΤΑ — [1004, 1260, 1182, 1294]
ad-director-label: Διευθυντὴς — [1357, 782, 1428, 797]
ad-naftalini — [776, 1241, 982, 1346]
ad-address: 72—ΟΔΟΣ ΑΙΟΛΟΥ—72 — [1315, 928, 1470, 943]
ad-text: Τὸ πολυτελὲς ξενοδοχεῖον «Αὔρα» ἐξοπλισμένον μὲ τελειότητα, προσφέρει εἰς τοὺς ἐπισκέπτας θέαν μαγευτικὴν καὶ ἀέρα καθαρόν. Τὸ ἑστιατόριον λειτουργεῖ ἀπὸ τῆς πρωίας. — [1205, 734, 1580, 778]
article-text: Ἐπίσης ἐσώθη καὶ ὁ πλοίαρχος καθὼς καὶ ὁ ὑποπλοίαρχος, οἵτινες παρέστησαν εἰς τὰς ἀρχάς. — [318, 1213, 528, 1256]
article-text: Εἰς τὴν Γαλικίαν ἀπὸ τῆς 19ης Μαΐου καὶ εἰς τὴν περιοχὴν τοῦ Βιστούλα ἐπὶ τῆς ἀριστερᾶς ὄχθης αἱ θέσεις μας ἐνισχύθησαν. Συνελάβομεν 22 ἀξιωματικοὺς καὶ 1200 στρατιώτας. — [22, 816, 304, 874]
ad-title: ΣΥΛΛΟΓΗ ΕΝ ΠΕΡΑΙΩΙ — [1274, 1054, 1511, 1076]
